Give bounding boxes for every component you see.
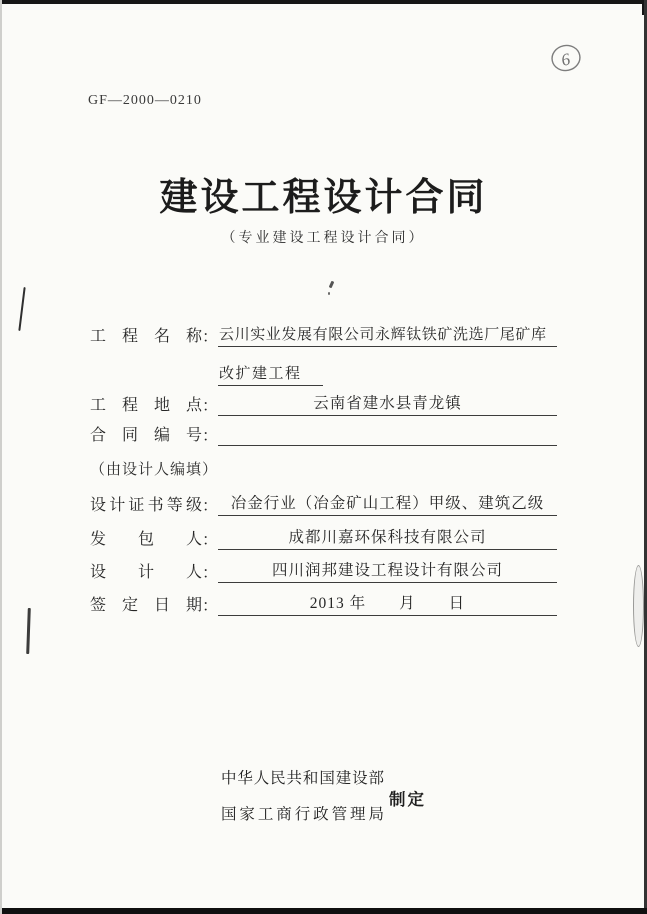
scan-speckle <box>328 292 330 295</box>
field-colon: ： <box>202 428 219 445</box>
field-label: 发包人 <box>90 531 202 548</box>
contract-title: 建设工程设计合同 <box>159 177 488 219</box>
field-value <box>218 424 557 446</box>
handwritten-circled-page-number <box>544 38 588 78</box>
handwritten-number: 6 <box>559 49 573 70</box>
field-design-certificate-grade <box>90 491 557 516</box>
scan-binder-mark <box>18 287 25 331</box>
issuer-line-1: 中华人民共和国建设部 <box>221 770 384 787</box>
scan-edge-top <box>0 0 647 4</box>
field-value: 云南省建水县青龙镇 <box>218 391 557 416</box>
field-signing-date <box>90 591 557 616</box>
field-colon: ： <box>202 565 219 582</box>
field-project-location <box>90 391 557 416</box>
field-colon: ： <box>202 329 219 346</box>
field-label: 设计人 <box>90 564 202 581</box>
issuing-authorities <box>221 766 461 824</box>
field-project-name <box>90 323 557 347</box>
field-value: 成都川嘉环保科技有限公司 <box>218 525 557 550</box>
scan-binder-mark <box>26 608 30 654</box>
fill-note: （由设计人编填） <box>90 462 219 478</box>
field-label: 工程名称 <box>90 328 202 345</box>
scan-edge-left <box>0 0 2 914</box>
field-employer <box>90 525 557 550</box>
field-colon: ： <box>202 598 219 615</box>
field-label: 设计证书等级 <box>90 497 202 514</box>
field-colon: ： <box>202 498 219 515</box>
document-number: GF—2000—0210 <box>88 93 202 108</box>
issuer-line-2: 国家工商行政管理局 <box>221 806 384 823</box>
scan-edge-bottom <box>0 908 647 914</box>
contract-subtitle: （专业建设工程设计合同） <box>221 231 426 246</box>
contract-fields <box>90 322 557 622</box>
field-project-name-line2: 改扩建工程 <box>218 362 323 386</box>
field-value: 2013 年 月 日 <box>218 591 557 616</box>
field-value: 冶金行业（冶金矿山工程）甲级、建筑乙级 <box>218 491 557 516</box>
field-colon: ： <box>202 532 219 549</box>
field-label: 工程地点 <box>90 397 202 414</box>
made-by-label: 制定 <box>389 790 426 809</box>
field-colon: ： <box>202 398 219 415</box>
scan-speckle <box>329 281 335 289</box>
scan-page-curl-artifact <box>633 565 644 647</box>
field-label: 合同编号 <box>90 427 202 444</box>
field-value: 云川实业发展有限公司永辉钛铁矿洗选厂尾矿库 <box>218 323 557 347</box>
field-designer <box>90 558 557 583</box>
field-value: 四川润邦建设工程设计有限公司 <box>218 558 557 583</box>
field-label: 签定日期 <box>90 597 202 614</box>
field-contract-number <box>90 423 557 446</box>
